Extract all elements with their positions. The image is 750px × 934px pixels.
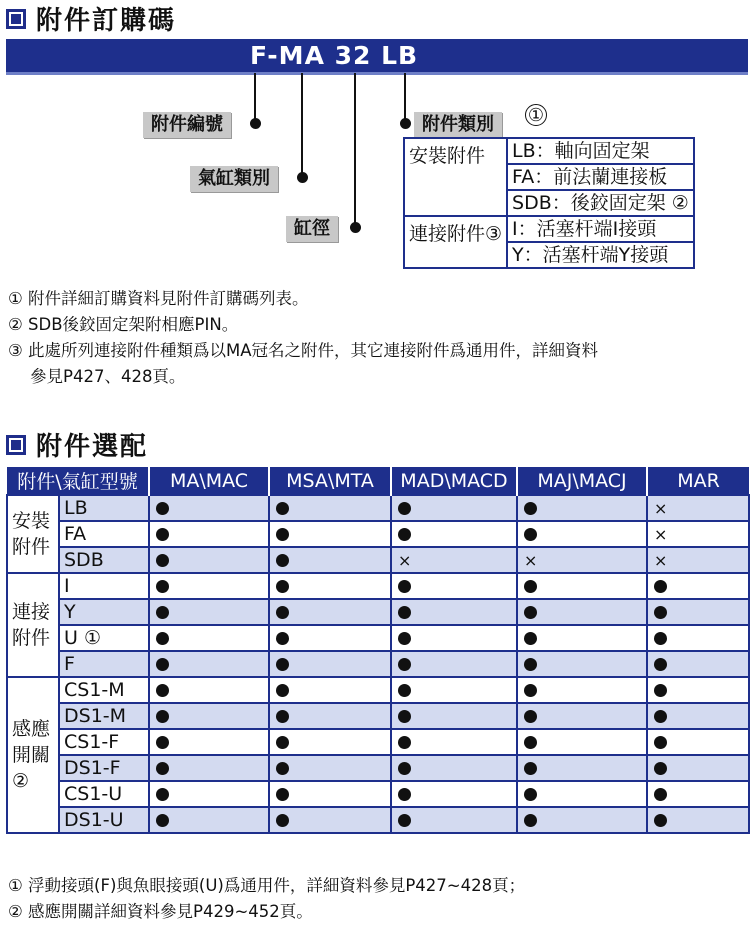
- compatibility-cell: [517, 495, 647, 521]
- note-marker: ①: [525, 104, 547, 126]
- supported-dot-icon: [156, 606, 169, 619]
- header-cell-first: 附件\氣缸型號: [7, 467, 149, 495]
- supported-dot-icon: [398, 814, 411, 827]
- supported-dot-icon: [156, 710, 169, 723]
- compatibility-cell: [391, 521, 517, 547]
- supported-dot-icon: [398, 632, 411, 645]
- unsupported-cross-icon: ×: [524, 551, 538, 570]
- table-row: [7, 521, 749, 547]
- compatibility-cell: [149, 729, 269, 755]
- compatibility-cell: [149, 521, 269, 547]
- compatibility-cell: [269, 573, 391, 599]
- table-row: [7, 651, 749, 677]
- unsupported-cross-icon: ×: [654, 525, 668, 544]
- supported-dot-icon: [276, 762, 289, 775]
- compatibility-cell: [391, 547, 517, 573]
- compatibility-cell: [149, 495, 269, 521]
- accessory-selection-table: [6, 467, 750, 834]
- accessory-item-cell: LB: [59, 495, 149, 521]
- supported-dot-icon: [654, 788, 667, 801]
- supported-dot-icon: [524, 814, 537, 827]
- table-row: [7, 625, 749, 651]
- compatibility-cell: [517, 573, 647, 599]
- compatibility-cell: [517, 625, 647, 651]
- header-cell-model: MSA\MTA: [269, 467, 391, 495]
- leader-dot: [297, 172, 308, 183]
- table-row: [404, 216, 694, 242]
- compatibility-cell: [647, 807, 749, 833]
- compatibility-cell: [269, 599, 391, 625]
- supported-dot-icon: [156, 814, 169, 827]
- compatibility-cell: [517, 755, 647, 781]
- supported-dot-icon: [156, 528, 169, 541]
- supported-dot-icon: [398, 658, 411, 671]
- accessory-item-cell: DS1-M: [59, 703, 149, 729]
- compatibility-cell: [647, 703, 749, 729]
- accessory-item-cell: CS1-F: [59, 729, 149, 755]
- square-bullet-icon: [6, 9, 26, 29]
- accessory-item: Y：活塞杆端Y接頭: [507, 242, 694, 268]
- compatibility-cell: [269, 807, 391, 833]
- compatibility-cell: [149, 651, 269, 677]
- accessory-item: SDB：後鉸固定架 ②: [507, 190, 694, 216]
- supported-dot-icon: [156, 632, 169, 645]
- compatibility-cell: [149, 677, 269, 703]
- compatibility-cell: [647, 625, 749, 651]
- accessory-item-cell: FA: [59, 521, 149, 547]
- accessory-item-cell: SDB: [59, 547, 149, 573]
- supported-dot-icon: [276, 658, 289, 671]
- accessory-item-cell: F: [59, 651, 149, 677]
- compatibility-cell: [647, 781, 749, 807]
- supported-dot-icon: [654, 606, 667, 619]
- compatibility-cell: [517, 729, 647, 755]
- note-line: ① 浮動接頭(F)與魚眼接頭(U)爲通用件，詳細資料參見P427~428頁；: [8, 876, 526, 895]
- table-row: [7, 599, 749, 625]
- compatibility-cell: [149, 625, 269, 651]
- supported-dot-icon: [398, 606, 411, 619]
- note-line: ③ 此處所列連接附件種類爲以MA冠名之附件，其它連接附件爲通用件，詳細資料: [8, 341, 599, 360]
- group-label: 安裝附件: [7, 495, 59, 573]
- selection-notes: [8, 873, 525, 925]
- compatibility-cell: [517, 677, 647, 703]
- leader-line: [301, 73, 303, 179]
- supported-dot-icon: [524, 710, 537, 723]
- compatibility-cell: [647, 521, 749, 547]
- order-code-bar: [6, 39, 748, 72]
- compatibility-cell: [269, 755, 391, 781]
- supported-dot-icon: [276, 528, 289, 541]
- accessory-type-table: [403, 137, 695, 269]
- accessory-category: 安裝附件: [404, 138, 507, 216]
- supported-dot-icon: [156, 736, 169, 749]
- supported-dot-icon: [276, 814, 289, 827]
- accessory-item-cell: U ①: [59, 625, 149, 651]
- supported-dot-icon: [398, 788, 411, 801]
- supported-dot-icon: [398, 762, 411, 775]
- supported-dot-icon: [524, 684, 537, 697]
- supported-dot-icon: [524, 736, 537, 749]
- supported-dot-icon: [654, 658, 667, 671]
- compatibility-cell: [517, 547, 647, 573]
- table-row: [7, 781, 749, 807]
- compatibility-cell: [517, 703, 647, 729]
- compatibility-cell: [269, 521, 391, 547]
- section-title: 附件選配: [36, 432, 149, 462]
- compatibility-cell: [269, 547, 391, 573]
- table-row: [7, 729, 749, 755]
- compatibility-cell: [391, 625, 517, 651]
- section-heading-selection: [6, 426, 148, 463]
- supported-dot-icon: [156, 554, 169, 567]
- compatibility-cell: [391, 677, 517, 703]
- accessory-item: I：活塞杆端I接頭: [507, 216, 694, 242]
- compatibility-cell: [647, 755, 749, 781]
- square-bullet-icon: [6, 435, 26, 455]
- accessory-item-cell: Y: [59, 599, 149, 625]
- header-cell-model: MA\MAC: [149, 467, 269, 495]
- compatibility-cell: [647, 729, 749, 755]
- compatibility-cell: [647, 573, 749, 599]
- table-row: [7, 547, 749, 573]
- table-row: [7, 495, 749, 521]
- supported-dot-icon: [276, 788, 289, 801]
- accessory-item-cell: DS1-F: [59, 755, 149, 781]
- leader-dot: [350, 222, 361, 233]
- compatibility-cell: [391, 573, 517, 599]
- supported-dot-icon: [398, 580, 411, 593]
- supported-dot-icon: [276, 580, 289, 593]
- label-bore: 缸徑: [286, 216, 338, 242]
- note-line: ② 感應開關詳細資料參見P429~452頁。: [8, 902, 313, 921]
- compatibility-cell: [149, 547, 269, 573]
- header-cell-model: MAJ\MACJ: [517, 467, 647, 495]
- supported-dot-icon: [276, 684, 289, 697]
- compatibility-cell: [269, 703, 391, 729]
- note-line: ② SDB後鉸固定架附相應PIN。: [8, 315, 239, 334]
- compatibility-cell: [647, 651, 749, 677]
- accessory-item: FA：前法蘭連接板: [507, 164, 694, 190]
- compatibility-cell: [269, 677, 391, 703]
- accessory-item-cell: DS1-U: [59, 807, 149, 833]
- leader-dot: [400, 118, 411, 129]
- leader-line: [354, 73, 356, 229]
- compatibility-cell: [517, 651, 647, 677]
- label-accessory-no: 附件編號: [143, 112, 231, 138]
- supported-dot-icon: [524, 788, 537, 801]
- supported-dot-icon: [654, 710, 667, 723]
- label-cylinder-type: 氣缸類別: [190, 166, 278, 192]
- accessory-item-cell: CS1-M: [59, 677, 149, 703]
- compatibility-cell: [391, 703, 517, 729]
- accessory-item: LB：軸向固定架: [507, 138, 694, 164]
- table-row: [7, 703, 749, 729]
- supported-dot-icon: [276, 502, 289, 515]
- compatibility-cell: [391, 651, 517, 677]
- supported-dot-icon: [276, 632, 289, 645]
- supported-dot-icon: [276, 736, 289, 749]
- supported-dot-icon: [654, 762, 667, 775]
- table-header-row: [7, 467, 749, 495]
- compatibility-cell: [517, 599, 647, 625]
- table-row: [7, 677, 749, 703]
- compatibility-cell: [269, 729, 391, 755]
- unsupported-cross-icon: ×: [398, 551, 412, 570]
- supported-dot-icon: [654, 684, 667, 697]
- supported-dot-icon: [654, 580, 667, 593]
- compatibility-cell: [391, 755, 517, 781]
- supported-dot-icon: [156, 502, 169, 515]
- order-code-notes: [8, 286, 598, 390]
- compatibility-cell: [269, 625, 391, 651]
- supported-dot-icon: [654, 632, 667, 645]
- table-row: [7, 755, 749, 781]
- compatibility-cell: [269, 651, 391, 677]
- compatibility-cell: [517, 781, 647, 807]
- supported-dot-icon: [398, 684, 411, 697]
- compatibility-cell: [391, 495, 517, 521]
- supported-dot-icon: [276, 606, 289, 619]
- order-code: F-MA 32 LB: [250, 41, 419, 70]
- supported-dot-icon: [654, 736, 667, 749]
- note-line: ① 附件詳細訂購資料見附件訂購碼列表。: [8, 289, 309, 308]
- label-accessory-type: 附件類別: [414, 112, 502, 138]
- compatibility-cell: [517, 807, 647, 833]
- supported-dot-icon: [524, 632, 537, 645]
- compatibility-cell: [149, 599, 269, 625]
- accessory-item-cell: CS1-U: [59, 781, 149, 807]
- compatibility-cell: [269, 495, 391, 521]
- section-heading-order-code: [6, 0, 176, 37]
- compatibility-cell: [269, 781, 391, 807]
- leader-dot: [250, 118, 261, 129]
- table-row: [7, 807, 749, 833]
- note-line: 參見P427、428頁。: [30, 367, 186, 386]
- section-title: 附件訂購碼: [36, 6, 177, 36]
- supported-dot-icon: [654, 814, 667, 827]
- table-row: [7, 573, 749, 599]
- group-label: 感應開關②: [7, 677, 59, 833]
- accessory-category: 連接附件③: [404, 216, 507, 268]
- compatibility-cell: [647, 495, 749, 521]
- supported-dot-icon: [156, 658, 169, 671]
- header-cell-model: MAR: [647, 467, 749, 495]
- accessory-item-cell: I: [59, 573, 149, 599]
- supported-dot-icon: [524, 762, 537, 775]
- supported-dot-icon: [156, 684, 169, 697]
- compatibility-cell: [149, 573, 269, 599]
- supported-dot-icon: [398, 502, 411, 515]
- supported-dot-icon: [276, 710, 289, 723]
- header-cell-model: MAD\MACD: [391, 467, 517, 495]
- compatibility-cell: [391, 781, 517, 807]
- supported-dot-icon: [524, 606, 537, 619]
- compatibility-cell: [647, 599, 749, 625]
- compatibility-cell: [647, 547, 749, 573]
- compatibility-cell: [149, 807, 269, 833]
- supported-dot-icon: [524, 528, 537, 541]
- supported-dot-icon: [524, 658, 537, 671]
- compatibility-cell: [517, 521, 647, 547]
- unsupported-cross-icon: ×: [654, 551, 668, 570]
- supported-dot-icon: [156, 580, 169, 593]
- supported-dot-icon: [398, 736, 411, 749]
- compatibility-cell: [149, 703, 269, 729]
- supported-dot-icon: [398, 528, 411, 541]
- compatibility-cell: [149, 755, 269, 781]
- unsupported-cross-icon: ×: [654, 499, 668, 518]
- compatibility-cell: [391, 807, 517, 833]
- compatibility-cell: [149, 781, 269, 807]
- compatibility-cell: [647, 677, 749, 703]
- supported-dot-icon: [398, 710, 411, 723]
- supported-dot-icon: [276, 554, 289, 567]
- table-row: [404, 138, 694, 164]
- compatibility-cell: [391, 599, 517, 625]
- supported-dot-icon: [524, 502, 537, 515]
- supported-dot-icon: [156, 788, 169, 801]
- supported-dot-icon: [524, 580, 537, 593]
- compatibility-cell: [391, 729, 517, 755]
- group-label: 連接附件: [7, 573, 59, 677]
- supported-dot-icon: [156, 762, 169, 775]
